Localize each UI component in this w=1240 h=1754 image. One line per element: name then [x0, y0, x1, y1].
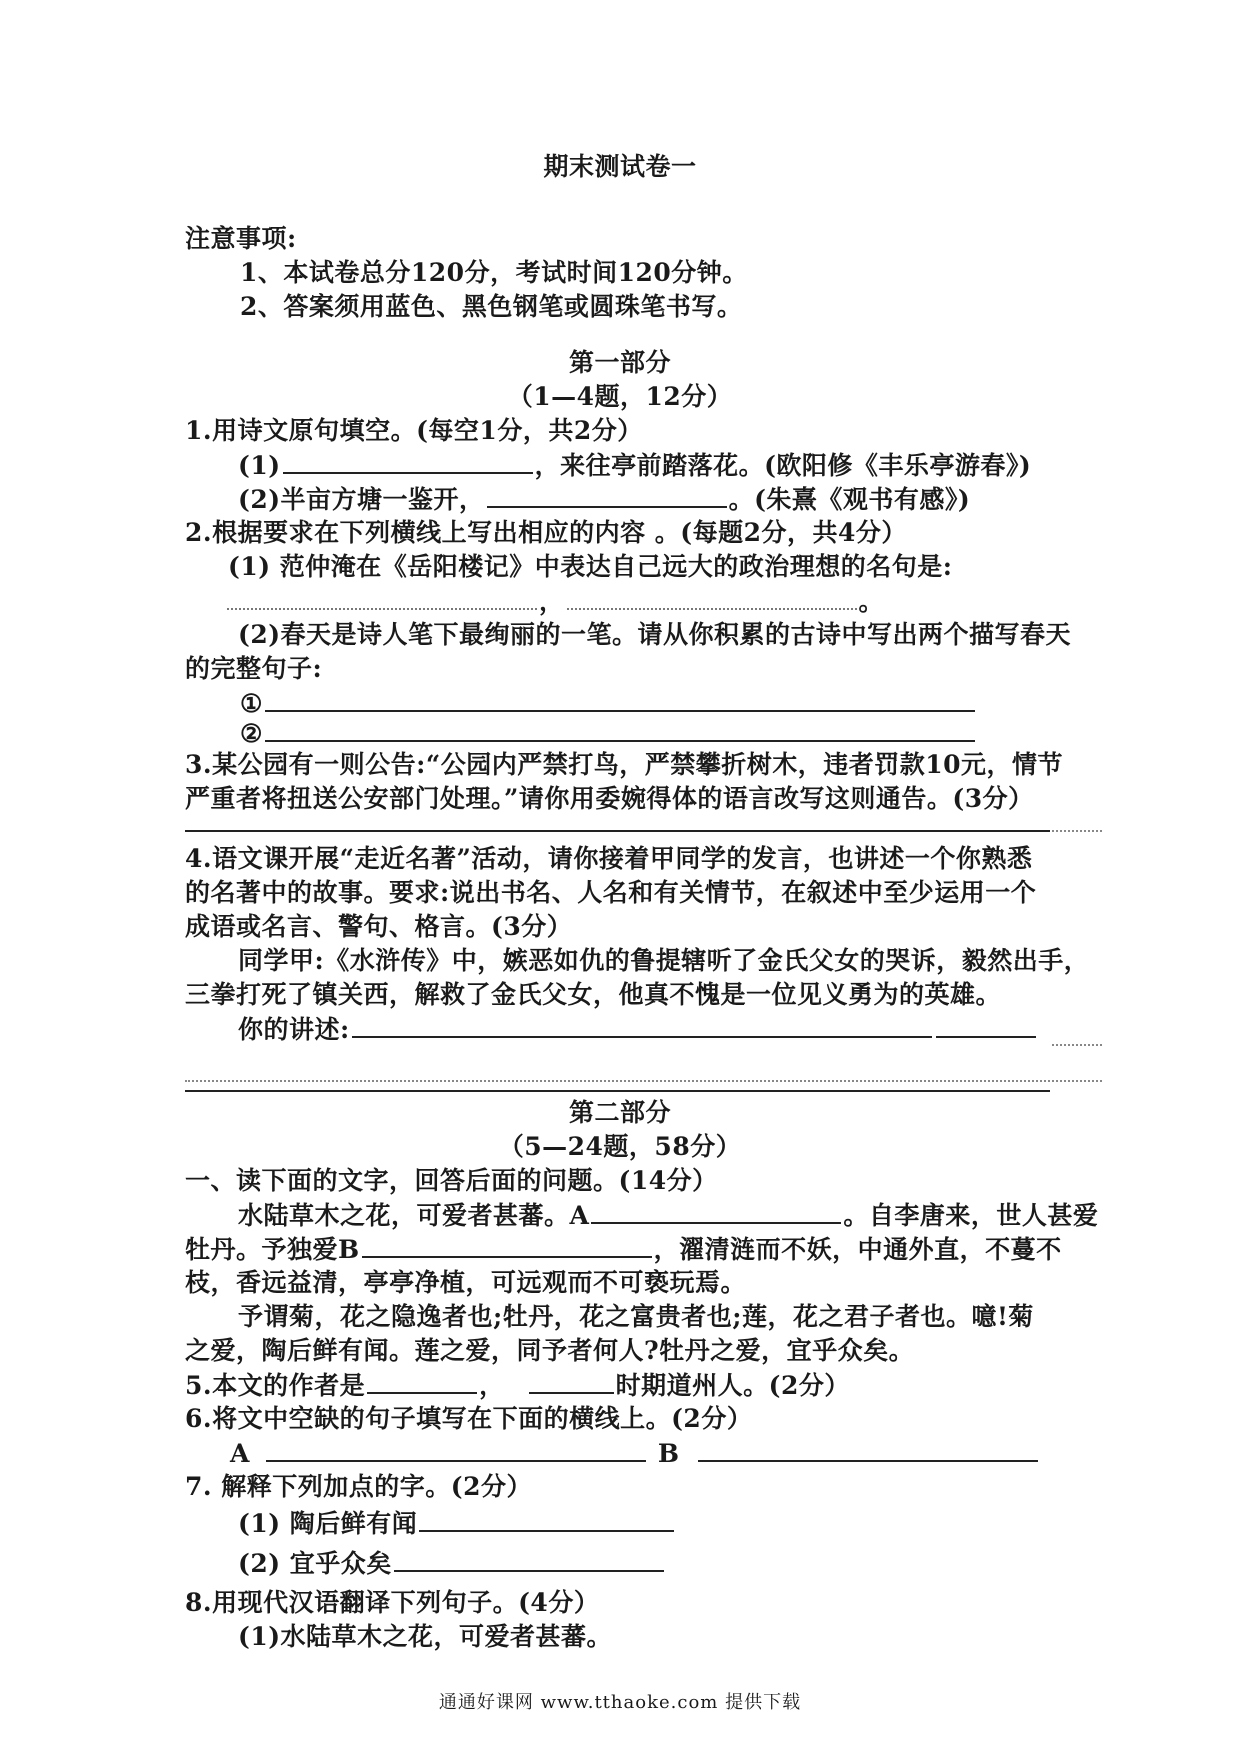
answer-blank[interactable] — [419, 1506, 674, 1532]
q7-item-2-text: (2) 宜乎众矣 — [238, 1549, 392, 1578]
q3-answer-line-tail — [1052, 830, 1102, 832]
section-divider — [185, 1090, 1050, 1092]
notice-heading: 注意事项: — [185, 224, 297, 253]
answer-blank[interactable] — [394, 1546, 664, 1572]
q1-item-1-suffix: ，来往亭前踏落花。(欧阳修《丰乐亭游春》) — [534, 451, 1032, 480]
q6-label-a: A — [230, 1439, 250, 1468]
q8-stem: 8.用现代汉语翻译下列句子。(4分） — [185, 1588, 600, 1617]
q4-line-1: 4.语文课开展“走近名著”活动，请你接着甲同学的发言，也讲述一个你熟悉 — [185, 844, 1033, 873]
notice-item-2: 2、答案须用蓝色、黑色钢笔或圆珠笔书写。 — [240, 292, 743, 321]
answer-blank[interactable] — [283, 448, 533, 474]
answer-blank[interactable] — [227, 584, 537, 610]
circled-two-mark: ② — [240, 719, 263, 748]
passage-line-2-b: ，濯清涟而不妖，中通外直，不蔓不 — [653, 1235, 1062, 1264]
q2-stem: 2.根据要求在下列横线上写出相应的内容 。(每题2分，共4分） — [185, 518, 907, 547]
passage-line-2 — [185, 1232, 1062, 1267]
q1-stem: 1.用诗文原句填空。(每空1分，共2分） — [185, 416, 643, 445]
passage-line-1-b: 。自李唐来，世人甚爱 — [843, 1201, 1099, 1230]
passage-line-1 — [238, 1198, 1098, 1233]
passage-line-4: 予谓菊，花之隐逸者也;牡丹，花之富贵者也;莲，花之君子者也。噫!菊 — [238, 1302, 1034, 1331]
q1-item-1-prefix: (1) — [238, 451, 281, 480]
q7-item-2 — [238, 1546, 666, 1581]
q3-line-1: 3.某公园有一则公告:“公园内严禁打鸟，严禁攀折树木，违者罚款10元，情节 — [185, 750, 1063, 779]
page-title: 期末测试卷一 — [543, 152, 697, 181]
q4-answer-line-2[interactable] — [185, 1080, 1050, 1082]
q5-text-a: 5.本文的作者是 — [185, 1371, 366, 1400]
footer-credit: 通通好课网 www.tthaoke.com 提供下载 — [438, 1692, 802, 1713]
answer-blank[interactable] — [265, 686, 975, 712]
q4-answer-line-2-tail — [1052, 1080, 1102, 1082]
q5-text-c: 时期道州人。(2分） — [615, 1371, 850, 1400]
q3-line-2: 严重者将扭送公安部门处理。”请你用委婉得体的语言改写这则通告。(3分） — [185, 784, 1034, 813]
q1-item-1 — [238, 448, 1031, 483]
q2-item-2-line-1: (2)春天是诗人笔下最绚丽的一笔。请从你积累的古诗中写出两个描写春天 — [238, 620, 1072, 649]
answer-blank[interactable] — [265, 716, 975, 742]
q7-item-1-text: (1) 陶后鲜有闻 — [238, 1509, 418, 1538]
part2-section-1: 一、读下面的文字，回答后面的问题。(14分） — [185, 1166, 718, 1195]
passage-line-3: 枝，香远益清，亭亭净植，可远观而不可亵玩焉。 — [185, 1268, 747, 1297]
q4-answer-line-tail — [1052, 1044, 1102, 1046]
answer-blank[interactable] — [567, 584, 857, 610]
q2-item-1-end: 。 — [858, 587, 885, 616]
q4-line-3: 成语或名言、警句、格言。(3分） — [185, 912, 573, 941]
passage-line-2-a: 牡丹。予独爱B — [185, 1235, 360, 1264]
notice-item-1: 1、本试卷总分120分，考试时间120分钟。 — [240, 258, 748, 287]
answer-blank[interactable] — [352, 1012, 932, 1038]
q2-item-2-line-2: 的完整句子: — [185, 654, 323, 683]
q5-text-b: ， — [479, 1371, 505, 1400]
q7-stem: 7. 解释下列加点的字。(2分） — [185, 1472, 533, 1501]
q2-item-1: (1) 范仲淹在《岳阳楼记》中表达自己远大的政治理想的名句是: — [228, 552, 953, 581]
q4-line-6 — [238, 1012, 1038, 1047]
answer-blank[interactable] — [487, 482, 727, 508]
answer-blank-a[interactable] — [591, 1198, 841, 1224]
q7-item-1 — [238, 1506, 676, 1541]
q2-item-1-separator: ， — [539, 587, 565, 616]
q6-label-b: B — [657, 1439, 680, 1468]
answer-blank[interactable] — [266, 1436, 646, 1462]
q1-item-2-prefix: (2)半亩方塘一鉴开， — [238, 485, 485, 514]
q1-item-2-suffix: 。(朱熹《观书有感》) — [728, 485, 971, 514]
q4-line-4: 同学甲:《水浒传》中，嫉恶如仇的鲁提辖听了金氏父女的哭诉，毅然出手， — [238, 946, 1090, 975]
part1-title: 第一部分 — [568, 348, 671, 377]
q2-answer-row-2 — [240, 716, 977, 751]
answer-blank-b[interactable] — [362, 1232, 652, 1258]
circled-one-mark: ① — [240, 689, 263, 718]
part1-subtitle: （1—4题，12分） — [507, 382, 733, 411]
answer-blank[interactable] — [936, 1012, 1036, 1038]
answer-blank[interactable] — [529, 1368, 614, 1394]
q3-answer-line[interactable] — [185, 830, 1050, 832]
q4-answer-label: 你的讲述: — [238, 1015, 350, 1044]
q8-item-1: (1)水陆草木之花，可爱者甚蕃。 — [238, 1622, 613, 1651]
answer-blank[interactable] — [698, 1436, 1038, 1462]
q4-line-2: 的名著中的故事。要求:说出书名、人名和有关情节，在叙述中至少运用一个 — [185, 878, 1037, 907]
answer-blank[interactable] — [367, 1368, 477, 1394]
q2-item-1-answer — [225, 584, 884, 619]
q6-answers — [230, 1436, 1040, 1471]
q4-line-5: 三拳打死了镇关西，解救了金氏父女，他真不愧是一位见义勇为的英雄。 — [185, 980, 1002, 1009]
passage-line-1-a: 水陆草木之花，可爱者甚蕃。A — [238, 1201, 590, 1230]
passage-line-5: 之爱，陶后鲜有闻。莲之爱，同予者何人?牡丹之爱，宜乎众矣。 — [185, 1336, 915, 1365]
q1-item-2 — [238, 482, 970, 517]
part2-title: 第二部分 — [568, 1098, 671, 1127]
q6-stem: 6.将文中空缺的句子填写在下面的横线上。(2分） — [185, 1404, 753, 1433]
q5 — [185, 1368, 850, 1403]
part2-subtitle: （5—24题，58分） — [498, 1132, 742, 1161]
